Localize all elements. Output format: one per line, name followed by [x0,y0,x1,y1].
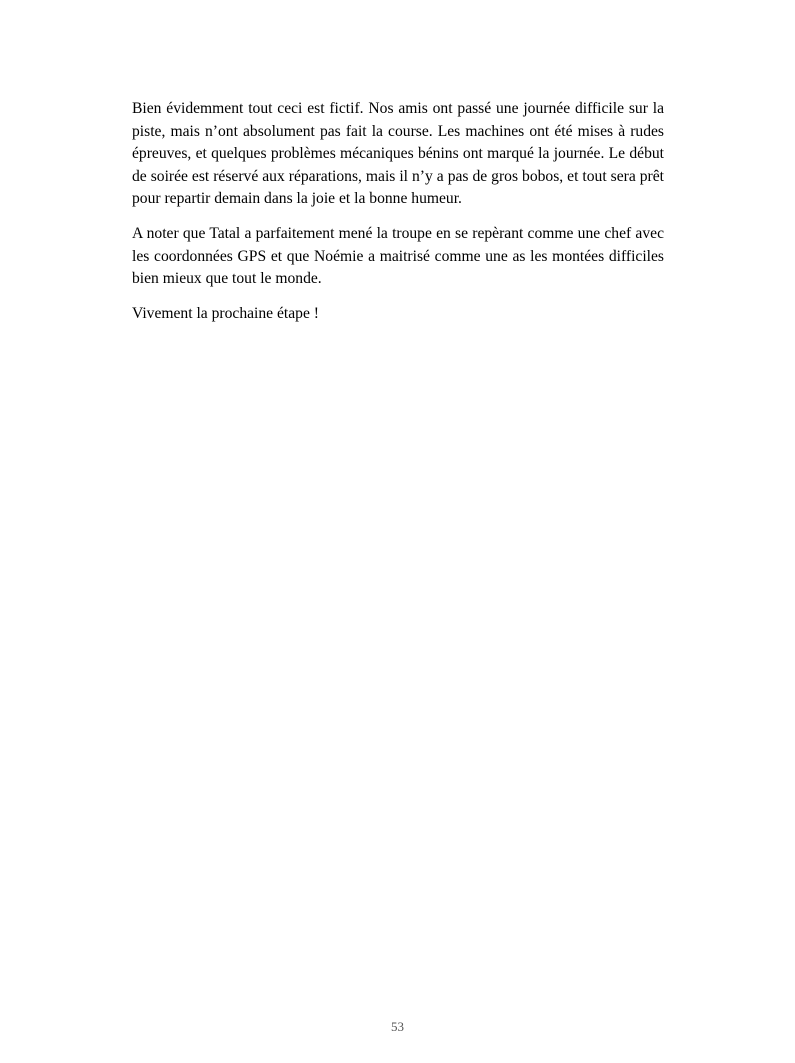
paragraph-2: A noter que Tatal a parfaitement mené la troupe en se repèrant comme une chef avec les coordonnées GPS et que Noémie a maitrisé comme une as les montées difficiles bien mieux que tout le monde. [132,224,664,288]
paragraph-3: Vivement la prochaine étape ! [132,304,319,322]
page-body [132,98,664,337]
paragraph-1: Bien évidemment tout ceci est fictif. Nos amis ont passé une journée difficile sur la piste, mais n’ont absolument pas fait la course. Les machines ont été mises à rudes épreuves, et quelques problèmes mécaniques bénins ont marqué la journée. Le début de soirée est réservé aux réparations, mais il n’y a pas de gros bobos, et tout sera prêt pour repartir demain dans la joie et la bonne humeur. [132,100,664,208]
page-number: 53 [391,1019,404,1034]
